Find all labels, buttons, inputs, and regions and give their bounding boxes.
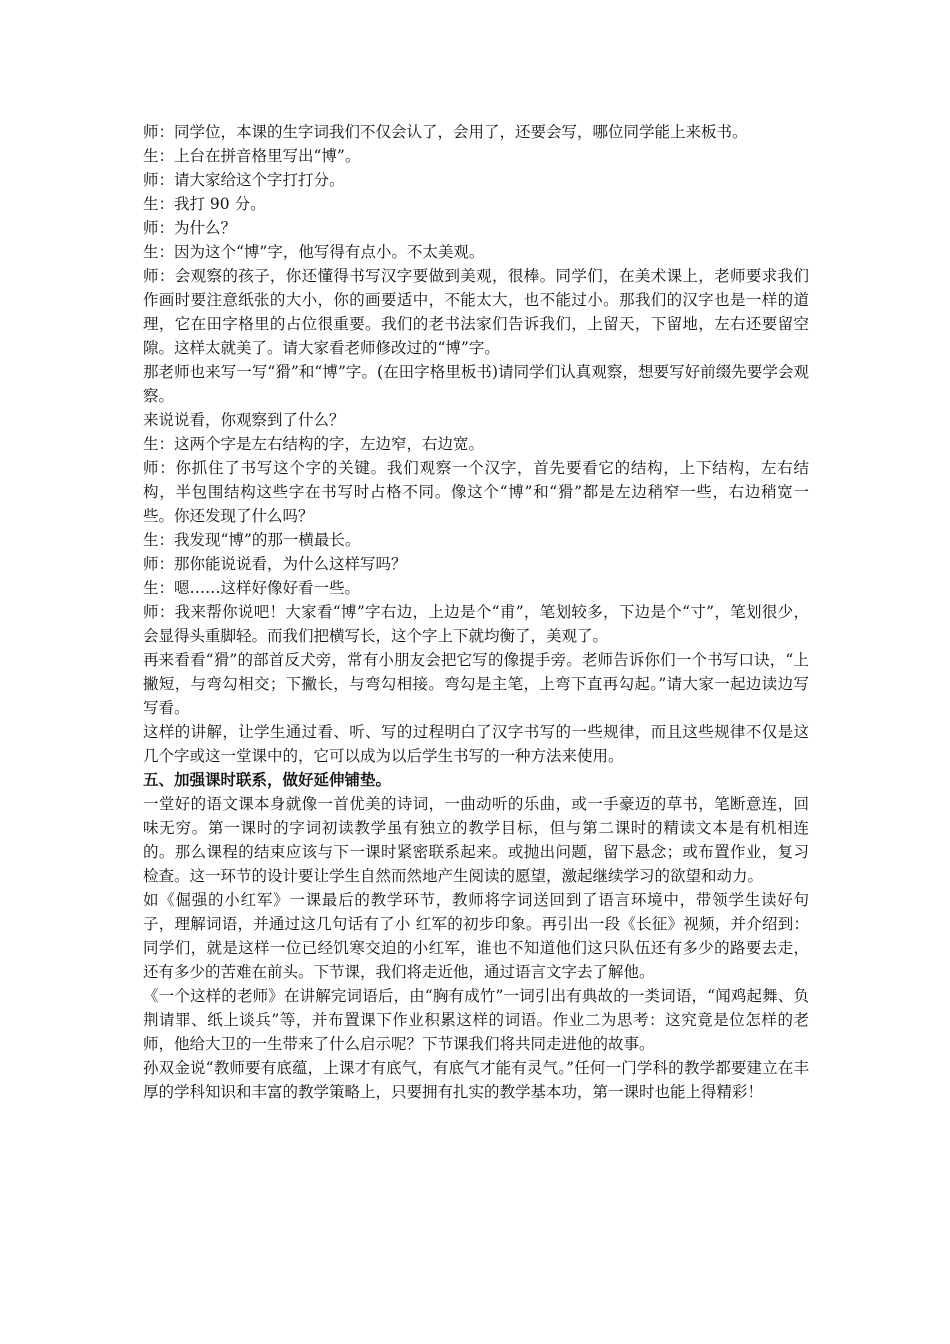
paragraph: 师：我来帮你说吧！大家看“博”字右边，上边是个“甫”，笔划较多，下边是个“寸”，笔划很少，会显得头重脚轻。而我们把横写长，这个字上下就均衡了，美观了。 — [143, 603, 809, 645]
document-page — [143, 120, 809, 1104]
paragraph: 生：这两个字是左右结构的字，左边窄，右边宽。 — [143, 435, 485, 453]
paragraph: 生：我打 90 分。 — [143, 195, 266, 213]
paragraph: 孙双金说“教师要有底蕴，上课才有底气，有底气才能有灵气。”任何一门学科的教学都要建立在丰厚的学科知识和丰富的教学策略上，只要拥有扎实的教学基本功，第一课时也能上得精彩！ — [143, 1059, 809, 1101]
paragraph: 这样的讲解，让学生通过看、听、写的过程明白了汉字书写的一些规律，而且这些规律不仅是这几个字或这一堂课中的，它可以成为以后学生书写的一种方法来使用。 — [143, 723, 809, 765]
paragraph: 师：同学位，本课的生字词我们不仅会认了，会用了，还要会写，哪位同学能上来板书。 — [143, 123, 748, 141]
paragraph: 《一个这样的老师》在讲解完词语后，由“胸有成竹”一词引出有典故的一类词语，“闻鸡起舞、负荆请罪、纸上谈兵”等，并布置课下作业积累这样的词语。作业二为思考：这究竟是位怎样的老师，他给大卫的一生带来了什么启示呢？下节课我们将共同走进他的故事。 — [143, 987, 809, 1053]
section-heading: 五、加强课时联系，做好延伸铺垫。 — [143, 770, 392, 789]
paragraph: 师：为什么？ — [143, 219, 237, 237]
paragraph: 师：会观察的孩子，你还懂得书写汉字要做到美观，很棒。同学们，在美术课上，老师要求我们作画时要注意纸张的大小，你的画要适中，不能太大，也不能过小。那我们的汉字也是一样的道理，它在田字格里的占位很重要。我们的老书法家们告诉我们，上留天，下留地，左右还要留空隙。这样太就美了。请大家看老师修改过的“博”字。 — [143, 267, 809, 357]
paragraph: 师：那你能说说看，为什么这样写吗？ — [143, 555, 407, 573]
paragraph: 生：我发现“博”的那一横最长。 — [143, 531, 361, 549]
paragraph: 再来看看“猾”的部首反犬旁，常有小朋友会把它写的像提手旁。老师告诉你们一个书写口诀，“上撇短，与弯勾相交；下撇长，与弯勾相接。弯勾是主笔，上弯下直再勾起。”请大家一起边读边写写看。 — [143, 651, 809, 717]
paragraph: 师：请大家给这个字打打分。 — [143, 171, 345, 189]
paragraph: 如《倔强的小红军》一课最后的教学环节，教师将字词送回到了语言环境中，带领学生读好句子，理解词语，并通过这几句话有了小 红军的初步印象。再引出一段《长征》视频，并介绍到：同学们，就是这样一位已经饥寒交迫的小红军，谁也不知道他们这只队伍还有多少的路要去走，还有多少的苦难在前头。下节课，我们将走近他，通过语言文字去了解他。 — [143, 891, 809, 981]
paragraph: 来说说看，你观察到了什么？ — [143, 411, 345, 429]
paragraph: 一堂好的语文课本身就像一首优美的诗词，一曲动听的乐曲，或一手豪迈的草书，笔断意连，回味无穷。第一课时的字词初读教学虽有独立的教学目标，但与第二课时的精读文本是有机相连的。那么课程的结束应该与下一课时紧密联系起来。或抛出问题，留下悬念；或布置作业，复习检查。这一环节的设计要让学生自然而然地产生阅读的愿望，激起继续学习的欲望和动力。 — [143, 795, 809, 885]
paragraph: 生：因为这个“博”字，他写得有点小。不太美观。 — [143, 243, 485, 261]
paragraph: 生：上台在拼音格里写出“博”。 — [143, 147, 361, 165]
paragraph: 师：你抓住了书写这个字的关键。我们观察一个汉字，首先要看它的结构，上下结构，左右结构，半包围结构这些字在书写时占格不同。像这个“博”和“猾”都是左边稍窄一些，右边稍宽一些。你还发现了什么吗？ — [143, 459, 809, 525]
paragraph: 生：嗯……这样好像好看一些。 — [143, 579, 361, 597]
paragraph: 那老师也来写一写“猾”和“博”字。(在田字格里板书)请同学们认真观察，想要写好前缀先要学会观察。 — [143, 363, 809, 405]
